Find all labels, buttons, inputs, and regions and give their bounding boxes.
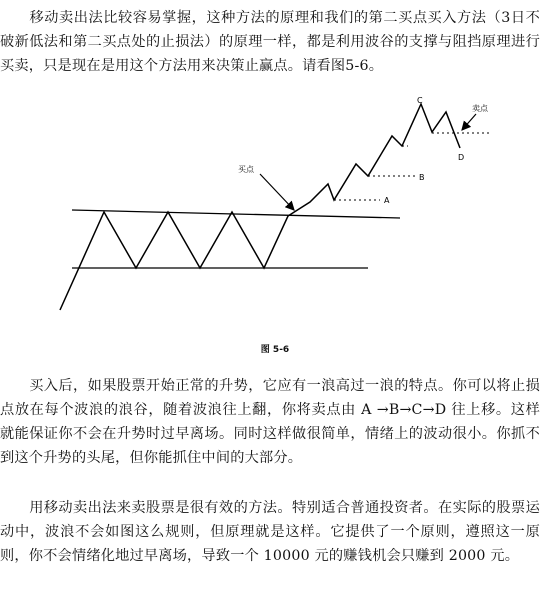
figure-caption: 图 5-6 (260, 345, 290, 355)
resistance-line (72, 210, 400, 218)
figure-5-6 (0, 92, 550, 332)
label-c: C (417, 96, 423, 105)
intro-paragraph: 移动卖出法比较容易掌握，这种方法的原理和我们的第二买点买入方法（3日不破新低法和第二买点处的止损法）的原理一样，都是利用波谷的支撑与阻挡原理进行买卖，只是现在是用这个方法用来决策止赢点。请看图5-6。 (0, 10, 540, 74)
sell-arrow (462, 114, 476, 130)
label-a: A (384, 196, 390, 205)
label-b: B (419, 173, 425, 182)
label-d: D (458, 153, 465, 162)
price-wave-path (60, 104, 460, 310)
conclusion-paragraph: 用移动卖出法来卖股票是很有效的方法。特别适合普通投资者。在实际的股票运动中，波浪不会如图这么规则，但原理就是这样。它提供了一个原则，遵照这一原则，你不会情绪化地过早离场，导致一个 10000 元的赚钱机会只赚到 2000 元。 (0, 500, 540, 564)
wave-diagram (0, 92, 550, 332)
body-paragraph: 买入后，如果股票开始正常的升势，它应有一浪高过一浪的特点。你可以将止损点放在每个波浪的浪谷，随着波浪往上翻，你将卖点由 A →B→C→D 往上移。这样就能保证你不会在升势时过早离场。同时这样做很简单，情绪上的波动很小。你抓不到这个升势的头尾，但你能抓住中间的大部分。 (0, 378, 540, 466)
buy-arrow (260, 174, 294, 210)
sell-point-label: 卖点 (472, 104, 488, 113)
buy-point-label: 买点 (238, 165, 254, 174)
